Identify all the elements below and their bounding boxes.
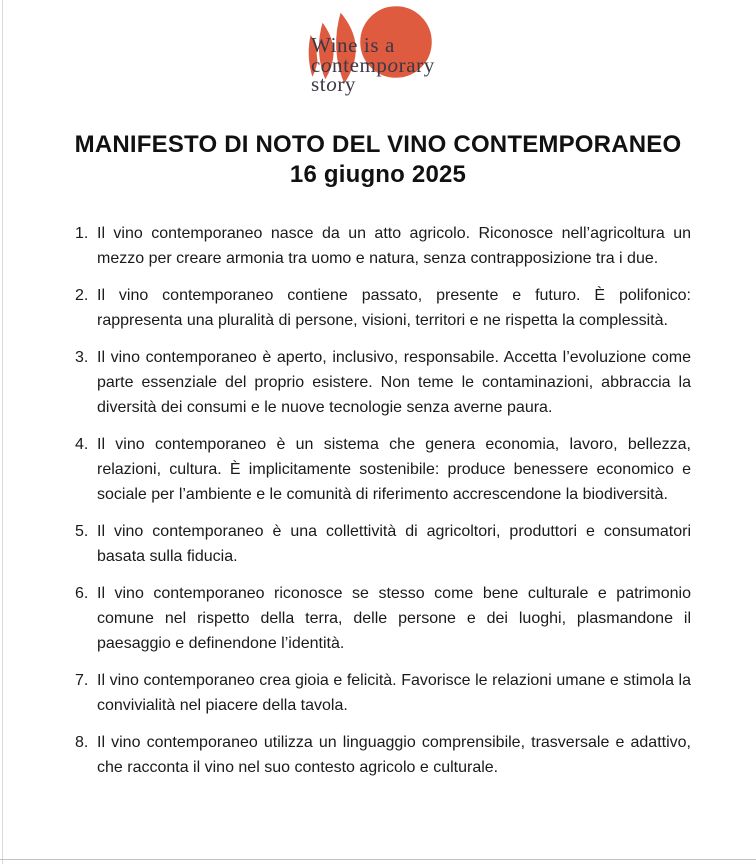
list-item (75, 668, 691, 718)
item-number: 6. (75, 585, 89, 602)
item-text: Il vino contemporaneo nasce da un atto agricolo. Riconosce nell’agricoltura un mezzo per creare armonia tra uomo e natura, senza contrapposizione tra i due. (97, 225, 691, 267)
document-header (0, 130, 756, 190)
item-number: 3. (75, 349, 89, 366)
page-title: MANIFESTO DI NOTO DEL VINO CONTEMPORANEO (74, 131, 682, 158)
item-text: Il vino contemporaneo è aperto, inclusivo, responsabile. Accetta l’evoluzione come parte essenziale del proprio esistere. Non teme le contaminazioni, abbraccia la diversità dei consumi e le nuove tecnologie senza averne paura. (97, 349, 691, 416)
manifesto-list (75, 221, 691, 792)
list-item (75, 432, 691, 507)
item-number: 1. (75, 225, 89, 242)
list-item (75, 581, 691, 656)
item-number: 5. (75, 523, 89, 540)
list-item (75, 221, 691, 271)
item-text: Il vino contemporaneo è un sistema che genera economia, lavoro, bellezza, relazioni, cultura. È implicitamente sostenibile: produce benessere economico e sociale per l’ambiente e le comunità di riferimento accrescendone la biodiversità. (97, 436, 691, 503)
item-number: 8. (75, 734, 89, 751)
item-text: Il vino contemporaneo crea gioia e felicità. Favorisce le relazioni umane e stimola la convivialità nel piacere della tavola. (97, 672, 691, 714)
logo-wordmark-line: story (311, 72, 357, 96)
item-number: 7. (75, 672, 89, 689)
item-text: Il vino contemporaneo riconosce se stesso come bene culturale e patrimonio comune nel rispetto della terra, delle persone e dei luoghi, plasmandone il paesaggio e definendone l’identità. (97, 585, 691, 652)
list-item (75, 345, 691, 420)
logo (300, 0, 445, 104)
item-text: Il vino contemporaneo utilizza un linguaggio comprensibile, trasversale e adattivo, che racconta il vino nel suo contesto agricolo e culturale. (97, 734, 691, 776)
page-bottom-edge (0, 859, 756, 860)
list-item (75, 519, 691, 569)
item-text: Il vino contemporaneo è una collettività di agricoltori, produttori e consumatori basata sulla fiducia. (97, 523, 691, 565)
logo-wordmark-line: Wine is a (311, 33, 395, 57)
logo-wordmark (311, 33, 435, 96)
item-text: Il vino contemporaneo contiene passato, presente e futuro. È polifonico: rappresenta una pluralità di persone, visioni, territori e ne rispetta la complessità. (97, 287, 691, 329)
logo-wordmark-line: contemporary (311, 52, 435, 77)
list-item (75, 283, 691, 333)
item-number: 4. (75, 436, 89, 453)
list-item (75, 730, 691, 780)
item-number: 2. (75, 287, 89, 304)
page-date: 16 giugno 2025 (289, 161, 467, 188)
